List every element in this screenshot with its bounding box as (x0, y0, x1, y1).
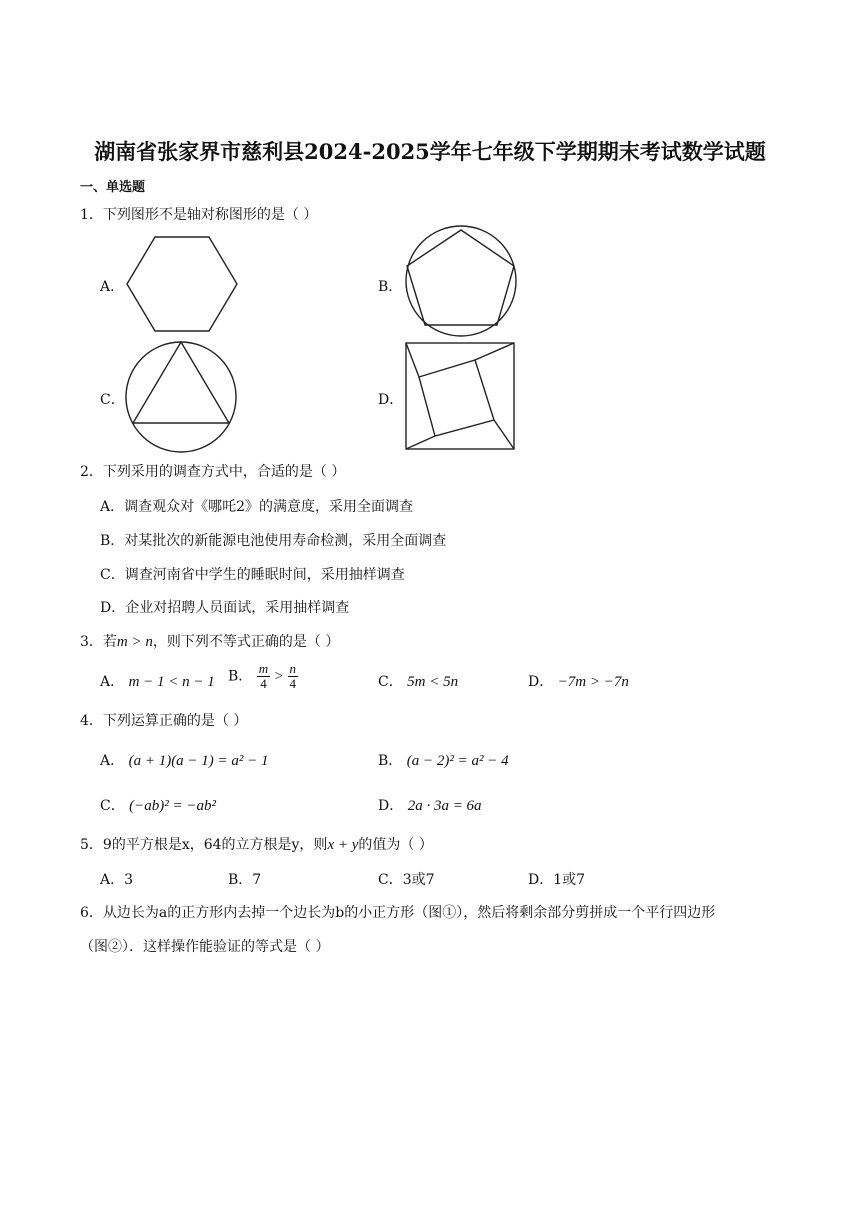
q1-option-d-label: D． (378, 392, 404, 408)
q3-option-c-expr: 5m < 5n (407, 674, 459, 690)
question-3-stem (80, 631, 339, 651)
q5-option-b: B．7 (228, 872, 262, 888)
q3-condition: m > n (116, 634, 153, 650)
question-1-stem: 1．下列图形不是轴对称图形的是（ ） (80, 207, 318, 223)
q3-option-b-right-fraction (288, 662, 299, 691)
q5-option-a: A．3 (100, 872, 134, 888)
q5-stem-suffix: 的值为（ ） (358, 837, 433, 853)
q4-option-a-expr: (a + 1)(a − 1) = a² − 1 (128, 753, 269, 769)
q3-option-c-label: C． (378, 674, 403, 690)
q4-option-d (378, 795, 482, 815)
q3-option-b-operator: > (274, 668, 284, 685)
q4-option-b (378, 750, 509, 770)
q3-stem-prefix: 3．若 (80, 634, 117, 650)
q1-option-a-label: A． (100, 279, 125, 295)
q3-option-c (378, 671, 458, 691)
q4-option-b-label: B． (378, 753, 403, 769)
q3-option-b (228, 662, 298, 691)
q4-option-a-label: A． (100, 753, 125, 769)
q3-option-a-expr: m − 1 < n − 1 (128, 674, 215, 690)
q2-option-d: D．企业对招聘人员面试，采用抽样调查 (100, 600, 350, 616)
q4-option-c (100, 795, 216, 815)
q2-option-a: A．调查观众对《哪吒2》的满意度，采用全面调查 (100, 499, 414, 515)
q3-option-b-left-fraction (257, 662, 270, 691)
page-title: 湖南省张家界市慈利县2024-2025学年七年级下学期期末考试数学试题 (94, 139, 766, 164)
q3-option-d-expr: −7m > −7n (557, 674, 629, 690)
q5-option-d: D．1或7 (528, 872, 586, 888)
q3-option-d (528, 671, 629, 691)
q1-option-b-label: B． (378, 279, 403, 295)
fraction-denominator: 4 (289, 676, 297, 691)
q5-stem-prefix: 5．9的平方根是x，64的立方根是y，则 (80, 837, 328, 853)
q4-option-b-expr: (a − 2)² = a² − 4 (406, 753, 509, 769)
q5-expression: x + y (327, 837, 359, 853)
question-2-stem: 2．下列采用的调查方式中，合适的是（ ） (80, 464, 346, 480)
question-5-stem (80, 834, 433, 854)
q4-option-c-label: C． (100, 798, 125, 814)
q3-option-b-label: B． (228, 668, 253, 685)
q4-option-d-expr: 2a · 3a = 6a (407, 798, 482, 814)
section-heading: 一、单选题 (80, 180, 146, 195)
q3-option-d-label: D． (528, 674, 554, 690)
question-6-stem-line-2: （图②）．这样操作能验证的等式是（ ） (80, 939, 330, 955)
fraction-numerator: m (258, 661, 269, 676)
question-4-stem: 4．下列运算正确的是（ ） (80, 713, 248, 729)
q4-option-d-label: D． (378, 798, 404, 814)
q3-stem-suffix: ，则下列不等式正确的是（ ） (152, 634, 340, 650)
q2-option-b: B．对某批次的新能源电池使用寿命检测，采用全面调查 (100, 533, 447, 549)
q1-option-c-label: C． (100, 392, 125, 408)
fraction-numerator: n (289, 661, 297, 676)
q2-option-c: C．调查河南省中学生的睡眠时间，采用抽样调查 (100, 567, 405, 583)
fraction-denominator: 4 (260, 676, 267, 691)
q3-option-a-label: A． (100, 674, 125, 690)
q4-option-c-expr: (−ab)² = −ab² (129, 798, 217, 814)
q3-option-a (100, 671, 215, 691)
q5-option-c: C．3或7 (378, 872, 435, 888)
q4-option-a (100, 750, 269, 770)
question-6-stem-line-1: 6．从边长为a的正方形内去掉一个边长为b的小正方形（图①），然后将剩余部分剪拼成一个平行四边形 (80, 905, 716, 921)
